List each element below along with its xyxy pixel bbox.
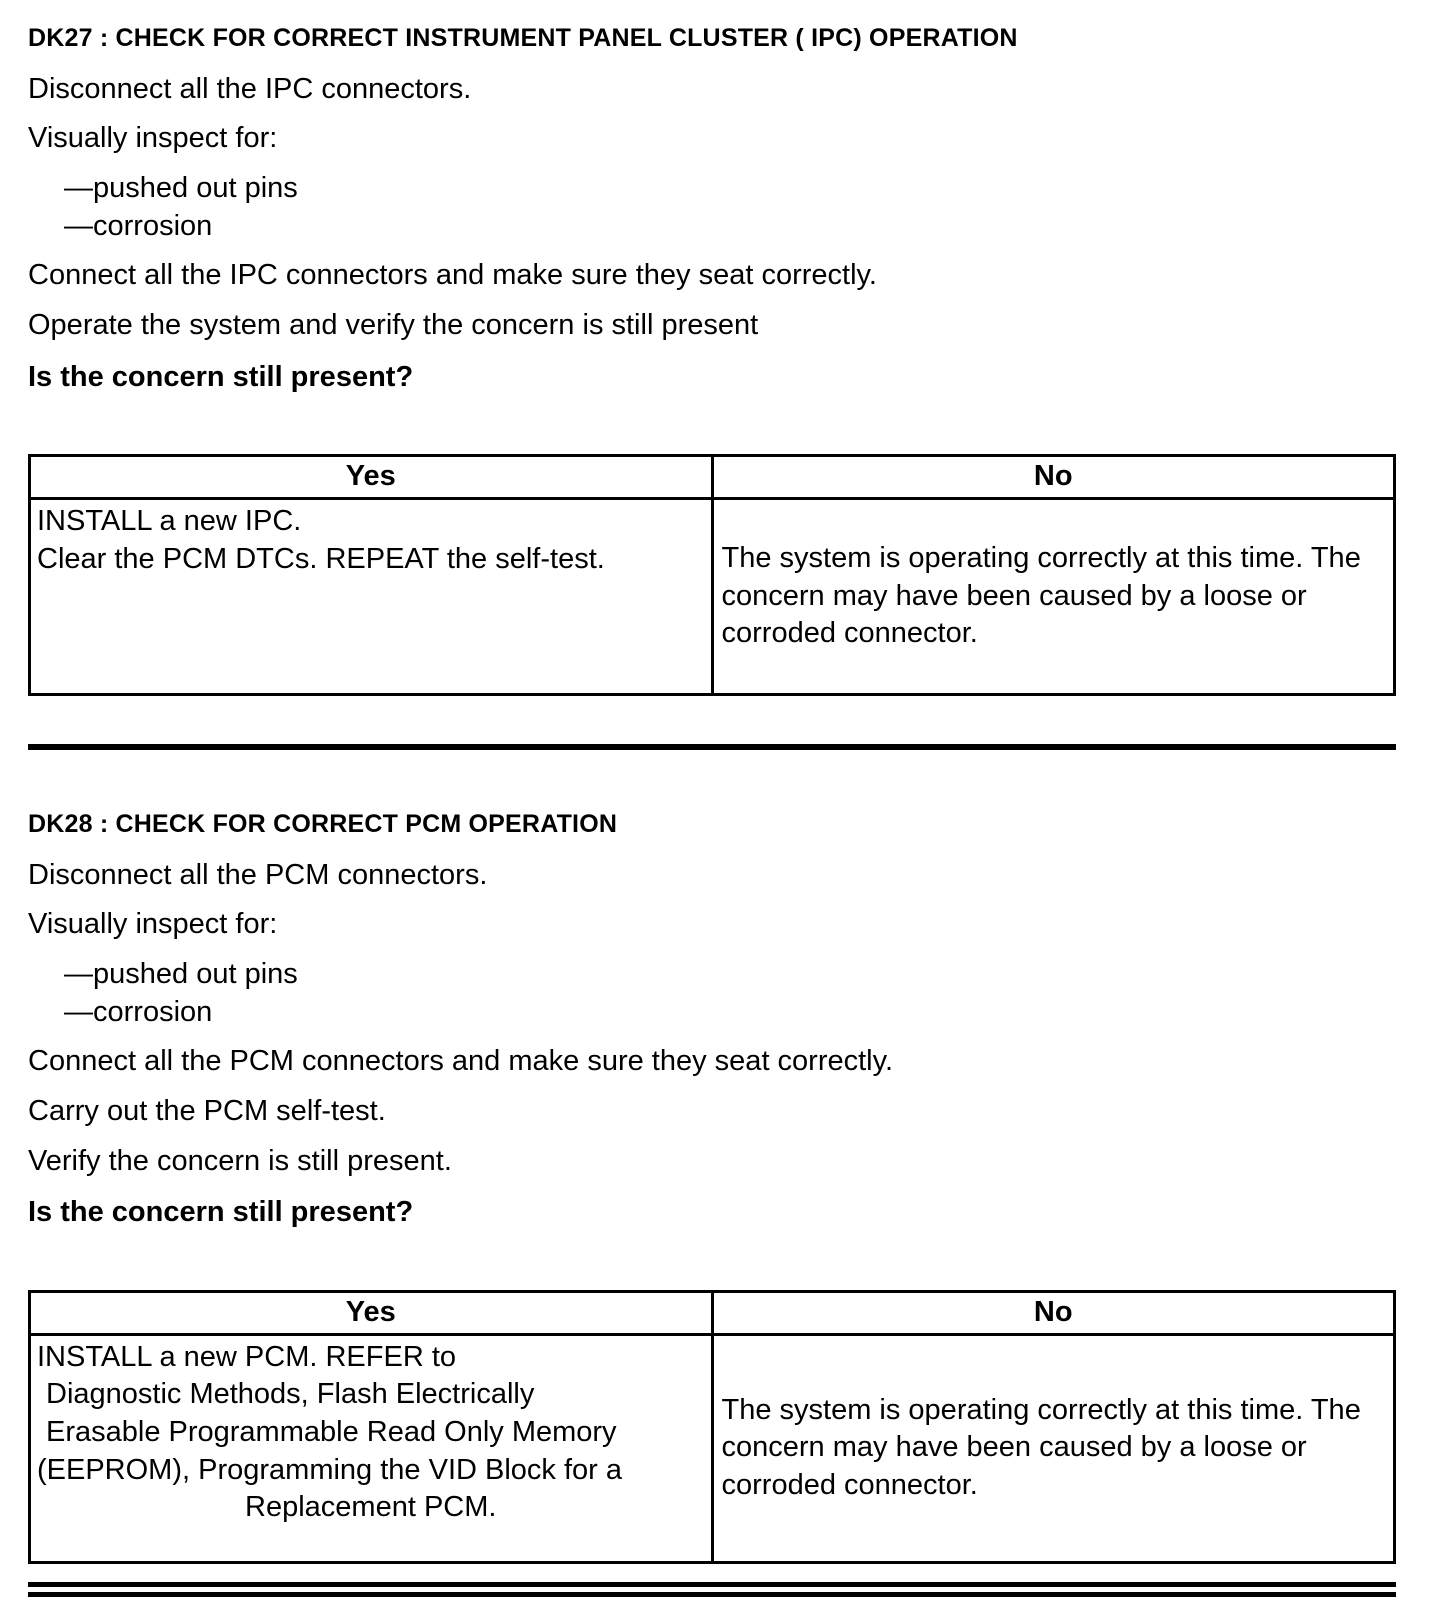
question-line: Is the concern still present?	[28, 360, 414, 393]
bullet-line: —corrosion	[64, 209, 213, 242]
yes-action-line: Erasable Programmable Read Only Memory	[46, 1416, 617, 1449]
no-action-cell	[712, 1334, 1395, 1562]
section-divider	[28, 744, 1396, 750]
bullet-line: —pushed out pins	[64, 957, 298, 990]
section-dk27	[28, 22, 1396, 696]
instruction-line: Connect all the PCM connectors and make sure they seat correctly.	[28, 1045, 894, 1078]
table-header-row	[30, 1292, 1395, 1335]
yes-action-cell	[30, 499, 713, 695]
section-dk28	[28, 808, 1396, 1564]
instruction-line: Verify the concern is still present.	[28, 1144, 452, 1177]
instruction-line: Connect all the IPC connectors and make sure they seat correctly.	[28, 259, 877, 292]
yes-action-line: (EEPROM), Programming the VID Block for a	[37, 1453, 622, 1486]
decision-table-dk28	[28, 1290, 1396, 1564]
table-header-no: No	[712, 1292, 1395, 1335]
yes-action-line: INSTALL a new IPC.	[37, 505, 302, 537]
table-header-no: No	[712, 456, 1395, 499]
table-header-row	[30, 456, 1395, 499]
bullet-line: —corrosion	[64, 995, 213, 1028]
section-dk27-heading: DK27 : CHECK FOR CORRECT INSTRUMENT PANEL CLUSTER ( IPC) OPERATION	[28, 24, 1018, 52]
yes-action-line: Clear the PCM DTCs. REPEAT the self-test.	[37, 542, 605, 575]
instruction-line: Disconnect all the PCM connectors.	[28, 858, 488, 891]
table-body-row	[30, 499, 1395, 695]
yes-action-line: Replacement PCM.	[245, 1491, 497, 1524]
table-header-yes: Yes	[30, 456, 713, 499]
yes-action-line: INSTALL a new PCM. REFER to	[37, 1340, 457, 1373]
yes-action-line: Diagnostic Methods, Flash Electrically	[46, 1378, 535, 1411]
section-dk28-heading: DK28 : CHECK FOR CORRECT PCM OPERATION	[28, 810, 618, 838]
decision-table-dk27	[28, 454, 1396, 696]
instruction-line: Carry out the PCM self-test.	[28, 1094, 386, 1127]
instruction-line: Operate the system and verify the concern is still present	[28, 308, 759, 341]
instruction-line: Disconnect all the IPC connectors.	[28, 72, 472, 105]
table-header-yes: Yes	[30, 1292, 713, 1335]
no-action-cell	[712, 499, 1395, 695]
question-line: Is the concern still present?	[28, 1196, 414, 1229]
page-end-rule	[28, 1582, 1396, 1597]
yes-action-cell	[30, 1334, 713, 1562]
instruction-line: Visually inspect for:	[28, 122, 278, 155]
no-action-text: The system is operating correctly at this time. The concern may have been caused by a loose or corroded connector.	[721, 1393, 1361, 1502]
bullet-line: —pushed out pins	[64, 171, 298, 204]
no-action-text: The system is operating correctly at this time. The concern may have been caused by a loose or corroded connector.	[721, 541, 1361, 650]
instruction-line: Visually inspect for:	[28, 908, 278, 941]
table-body-row	[30, 1334, 1395, 1562]
